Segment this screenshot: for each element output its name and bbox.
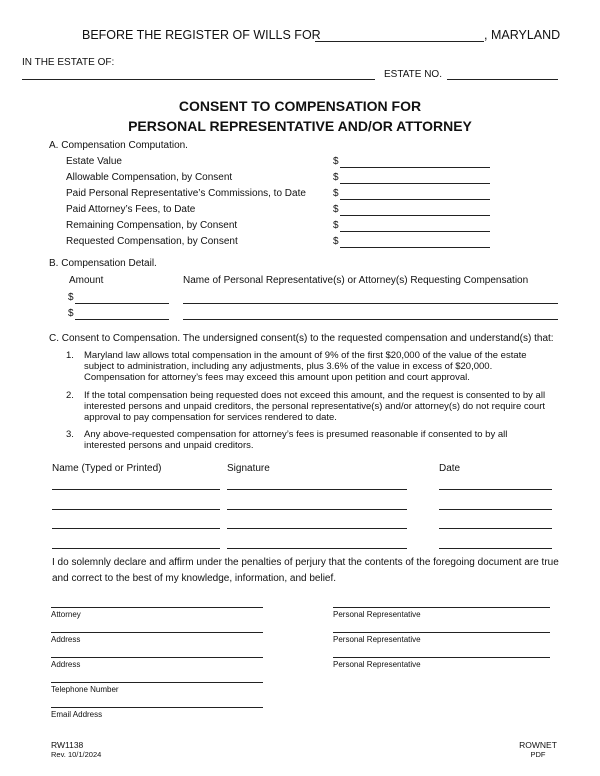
estate-no-label: ESTATE NO. bbox=[384, 69, 442, 80]
dollar-sign: $ bbox=[333, 236, 339, 247]
paid-attorney-fees-label: Paid Attorney’s Fees, to Date bbox=[66, 204, 196, 215]
date-label: Date bbox=[439, 463, 461, 474]
dollar-sign: $ bbox=[333, 188, 339, 199]
point-2-line: interested persons and unpaid creditors, the personal representative(s) and/or attorney(s) do not require court bbox=[84, 401, 546, 412]
point-1-line: Compensation for attorney’s fees may exceed this amount upon petition and court approval. bbox=[84, 372, 470, 383]
paid-attorney-fees-field[interactable] bbox=[340, 215, 490, 216]
signature-field-2[interactable] bbox=[227, 509, 407, 510]
declaration-line2: and correct to the best of my knowledge, information, and belief. bbox=[52, 573, 337, 584]
form-title-line1: CONSENT TO COMPENSATION FOR bbox=[178, 98, 422, 114]
point-1-line: subject to administration, including any adjustments, plus 3.6% of the value in excess of $20,000. bbox=[84, 361, 493, 372]
paid-pr-commissions-field[interactable] bbox=[340, 199, 490, 200]
signature-field-1[interactable] bbox=[227, 489, 407, 490]
name-field-2[interactable] bbox=[52, 509, 220, 510]
allowable-compensation-label: Allowable Compensation, by Consent bbox=[66, 172, 233, 183]
dollar-sign: $ bbox=[333, 204, 339, 215]
allowable-compensation-field[interactable] bbox=[340, 183, 490, 184]
pr-label: Personal Representative bbox=[333, 635, 421, 644]
section-b-heading: B. Compensation Detail. bbox=[49, 258, 157, 269]
paid-pr-commissions-label: Paid Personal Representative’s Commissions, to Date bbox=[66, 188, 306, 199]
date-field-2[interactable] bbox=[439, 509, 552, 510]
dollar-sign: $ bbox=[333, 156, 339, 167]
estate-value-field[interactable] bbox=[340, 167, 490, 168]
point-2-line: If the total compensation being requested does not exceed this amount, and the request is consented to by all bbox=[84, 390, 546, 401]
brand-label: ROWNET bbox=[519, 740, 557, 750]
signature-field-3[interactable] bbox=[227, 528, 407, 529]
form-number: RW1138 bbox=[51, 740, 84, 750]
date-field-1[interactable] bbox=[439, 489, 552, 490]
address-line-2[interactable] bbox=[51, 657, 263, 658]
requester-name-label: Name of Personal Representative(s) or Attorney(s) Requesting Compensation bbox=[183, 275, 529, 286]
dollar-sign: $ bbox=[68, 308, 74, 319]
county-field-line[interactable] bbox=[315, 41, 484, 42]
point-2-line: approval to pay compensation for services rendered to date. bbox=[84, 412, 337, 423]
requested-compensation-field[interactable] bbox=[340, 247, 490, 248]
name-field-4[interactable] bbox=[52, 548, 220, 549]
requester-name-field-2[interactable] bbox=[183, 319, 558, 320]
date-field-4[interactable] bbox=[439, 548, 552, 549]
telephone-line[interactable] bbox=[51, 682, 263, 683]
point-number: 1. bbox=[66, 350, 74, 361]
point-number: 2. bbox=[66, 390, 74, 401]
remaining-compensation-field[interactable] bbox=[340, 231, 490, 232]
date-field-3[interactable] bbox=[439, 528, 552, 529]
dollar-sign: $ bbox=[333, 172, 339, 183]
telephone-label: Telephone Number bbox=[51, 685, 119, 694]
estate-value-label: Estate Value bbox=[66, 156, 122, 167]
section-a-heading: A. Compensation Computation. bbox=[49, 140, 188, 151]
amount-field-1[interactable] bbox=[75, 303, 169, 304]
pr-signature-line-2[interactable] bbox=[333, 632, 550, 633]
email-line[interactable] bbox=[51, 707, 263, 708]
estate-no-field-line[interactable] bbox=[447, 79, 558, 80]
remaining-compensation-label: Remaining Compensation, by Consent bbox=[66, 220, 238, 231]
pr-label: Personal Representative bbox=[333, 610, 421, 619]
address-label: Address bbox=[51, 660, 81, 669]
attorney-label: Attorney bbox=[51, 610, 81, 619]
format-label: PDF bbox=[530, 750, 546, 759]
point-1-text bbox=[84, 350, 564, 383]
point-3-text bbox=[84, 429, 564, 451]
point-number: 3. bbox=[66, 429, 74, 440]
signature-field-4[interactable] bbox=[227, 548, 407, 549]
point-3-line: Any above-requested compensation for attorney’s fees is presumed reasonable if consented to by all bbox=[84, 429, 508, 440]
name-field-3[interactable] bbox=[52, 528, 220, 529]
revision-date: Rev. 10/1/2024 bbox=[51, 750, 102, 759]
amount-label: Amount bbox=[69, 275, 104, 286]
attorney-signature-line[interactable] bbox=[51, 607, 263, 608]
estate-name-field-line[interactable] bbox=[22, 79, 375, 80]
dollar-sign: $ bbox=[68, 292, 74, 303]
point-3-line: interested persons and unpaid creditors. bbox=[84, 440, 254, 451]
address-line-1[interactable] bbox=[51, 632, 263, 633]
pr-signature-line-1[interactable] bbox=[333, 607, 550, 608]
dollar-sign: $ bbox=[333, 220, 339, 231]
pr-signature-line-3[interactable] bbox=[333, 657, 550, 658]
declaration-line1: I do solemnly declare and affirm under the penalties of perjury that the contents of the foregoing document are true bbox=[52, 557, 559, 568]
name-typed-label: Name (Typed or Printed) bbox=[52, 463, 162, 474]
name-field-1[interactable] bbox=[52, 489, 220, 490]
amount-field-2[interactable] bbox=[75, 319, 169, 320]
pr-label: Personal Representative bbox=[333, 660, 421, 669]
section-c-heading: C. Consent to Compensation. The undersigned consent(s) to the requested compensation and understand(s) that: bbox=[49, 333, 554, 344]
point-1-line: Maryland law allows total compensation in the amount of 9% of the first $20,000 of the value of the estate bbox=[84, 350, 527, 361]
requested-compensation-label: Requested Compensation, by Consent bbox=[66, 236, 238, 247]
maryland-label: , MARYLAND bbox=[484, 28, 561, 42]
email-label: Email Address bbox=[51, 710, 103, 719]
estate-of-label: IN THE ESTATE OF: bbox=[22, 57, 115, 68]
point-2-text bbox=[84, 390, 564, 423]
address-label: Address bbox=[51, 635, 81, 644]
signature-label: Signature bbox=[227, 463, 270, 474]
register-of-wills-label: BEFORE THE REGISTER OF WILLS FOR bbox=[82, 28, 321, 42]
requester-name-field-1[interactable] bbox=[183, 303, 558, 304]
form-title-line2: PERSONAL REPRESENTATIVE AND/OR ATTORNEY bbox=[128, 118, 472, 134]
